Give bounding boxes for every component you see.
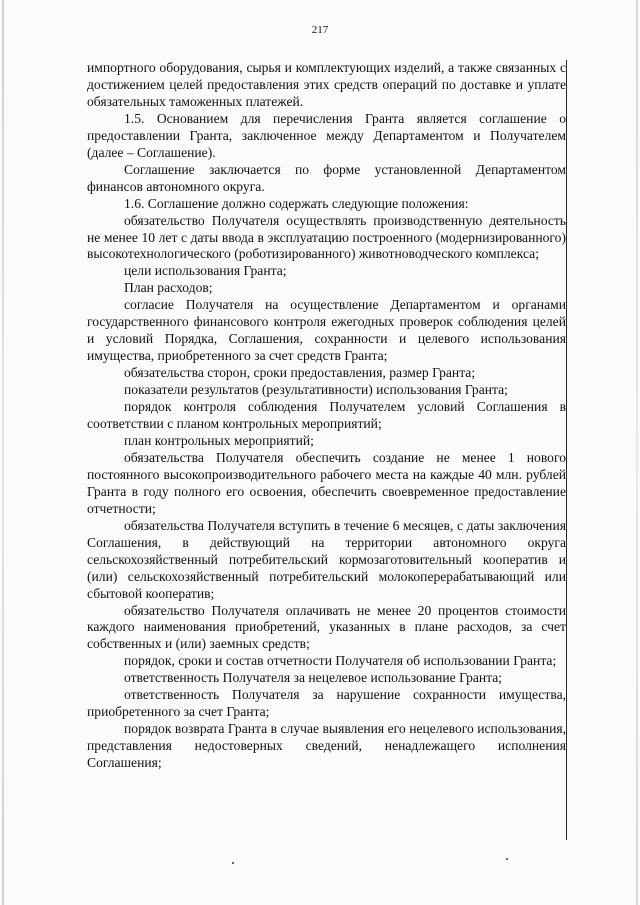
- paragraph: порядок контроля соблюдения Получателем условий Соглашения в соответствии с планом контрольных мероприятий;: [87, 399, 566, 432]
- paragraph: 1.5. Основанием для перечисления Гранта является соглашение о предоставлении Гранта, заключенное между Департаментом и Получателем (далее – Соглашение).: [87, 110, 566, 160]
- scan-edge-left: [2, 0, 4, 905]
- paragraph: импортного оборудования, сырья и комплектующих изделий, а также связанных с достижением целей предоставления этих средств операций по доставке и уплате обязательных таможенных платежей.: [87, 60, 566, 109]
- paragraph: обязательство Получателя оплачивать не менее 20 процентов стоимости каждого наименования приобретений, указанных в плане расходов, за счет собственных и (или) заемных средств;: [87, 602, 566, 652]
- paragraph: порядок возврата Гранта в случае выявления его нецелевого использования, представления недостоверных сведений, ненадлежащего исполнения Соглашения;: [87, 721, 566, 771]
- paragraph: ответственность Получателя за нецелевое использование Гранта;: [124, 670, 503, 686]
- paragraph: обязательства сторон, сроки предоставления, размер Гранта;: [124, 365, 476, 381]
- paragraph: обязательства Получателя обеспечить создание не менее 1 нового постоянного высокопроизводительного рабочего места на каждые 40 млн. рублей Гранта в году полного его освоения, обеспечить своевременное предоставление отчетности;: [87, 449, 566, 516]
- paragraph: Соглашение заключается по форме установленной Департаментом финансов автономного округа.: [87, 161, 566, 194]
- scan-edge-right: [636, 0, 638, 905]
- paragraph: ответственность Получателя за нарушение сохранности имущества, приобретенного за счет Гранта;: [87, 687, 566, 720]
- paragraph: цели использования Гранта;: [124, 263, 287, 279]
- margin-line: [566, 60, 567, 840]
- paragraph: План расходов;: [124, 280, 213, 296]
- paragraph: обязательство Получателя осуществлять производственную деятельность не менее 10 лет с даты ввода в эксплуатацию построенного (модернизированного) высокотехнологического (роботизированного) животноводческого комплекса;: [87, 212, 566, 262]
- document-body: [87, 60, 566, 772]
- paragraph: план контрольных мероприятий;: [124, 432, 314, 448]
- scan-speck: [506, 858, 508, 860]
- paragraph: показатели результатов (результативности) использования Гранта;: [124, 382, 508, 398]
- page-number: 217: [311, 24, 329, 36]
- paragraph: обязательства Получателя вступить в течение 6 месяцев, с даты заключения Соглашения, в действующий на территории автономного округа сельскохозяйственный потребительский кормозаготовительный кооператив и (или) сельскохозяйственный потребительский молокоперерабатывающий или сбытовой кооператив;: [87, 517, 566, 601]
- paragraph: согласие Получателя на осуществление Департаментом и органами государственного финансового контроля ежегодных проверок соблюдения целей и условий Порядка, Соглашения, сохранности и целевого использования имущества, приобретенного за счет средств Гранта;: [87, 297, 566, 364]
- paragraph: 1.6. Соглашение должно содержать следующие положения:: [124, 195, 469, 211]
- paragraph: порядок, сроки и состав отчетности Получателя об использовании Гранта;: [124, 653, 557, 669]
- scan-speck: [232, 862, 234, 864]
